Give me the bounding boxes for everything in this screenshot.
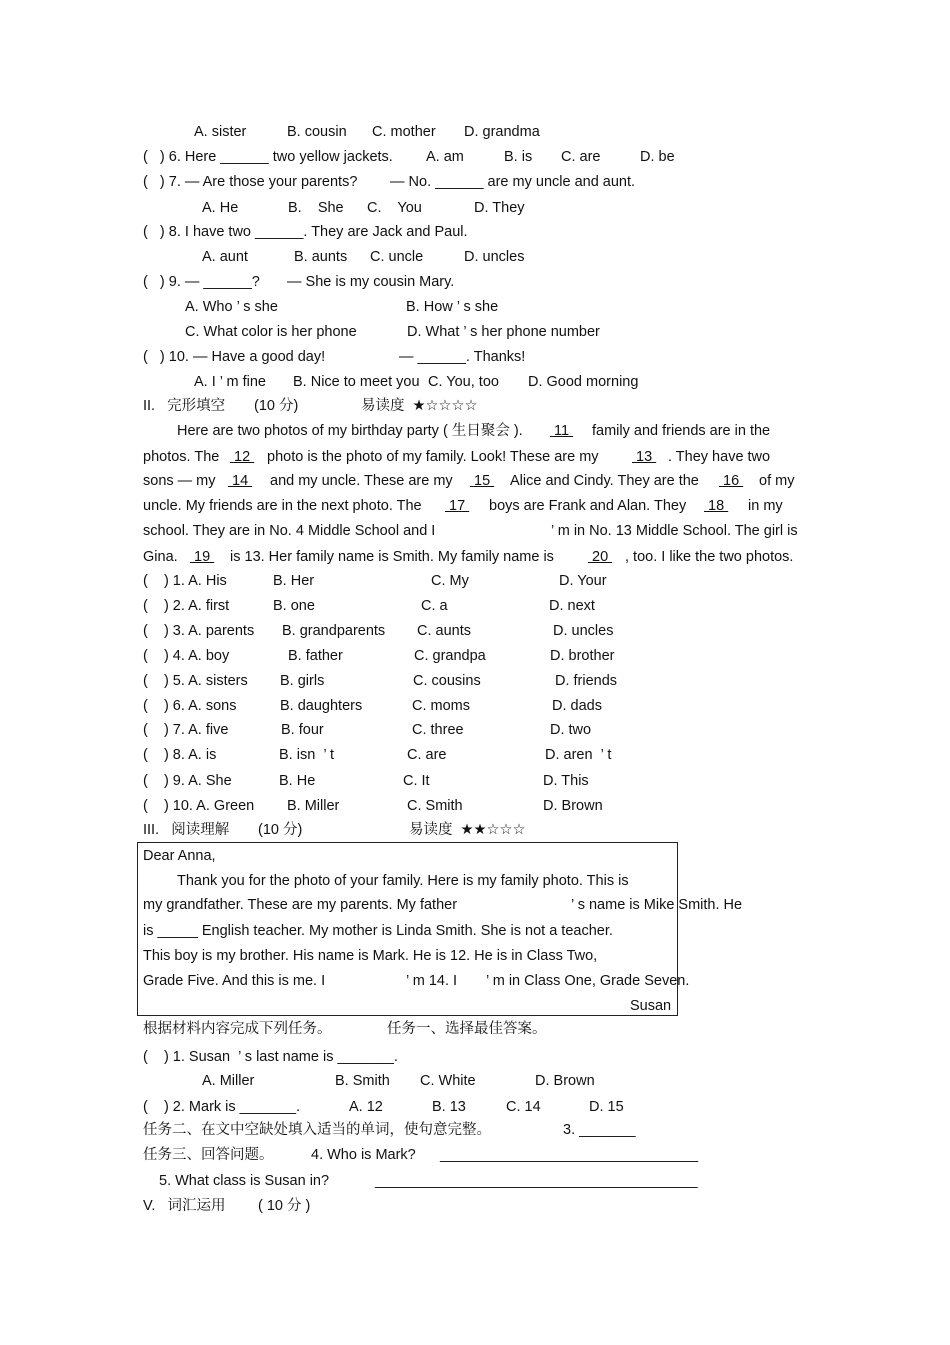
q9-option-b: B. How ’ s she <box>406 299 499 315</box>
task-2-label: 任务二、在文中空缺处填入适当的单词，使句意完整。 <box>143 1122 491 1138</box>
reading-q3: 3. _______ <box>563 1122 636 1138</box>
q10-answer: — ______. Thanks! <box>399 349 526 365</box>
q8-option-b: B. aunts <box>294 249 348 265</box>
reading-q4: 4. Who is Mark? <box>311 1147 416 1163</box>
letter-signature: Susan <box>630 998 672 1014</box>
cloze-q1-b: B. Her <box>273 573 315 589</box>
passage-text: in my <box>748 498 783 514</box>
cloze-q10-b: B. Miller <box>287 798 340 814</box>
letter-text: my grandfather. These are my parents. My father <box>143 897 458 913</box>
cloze-q6-d: D. dads <box>552 698 602 714</box>
blank-19: 19 <box>190 549 215 565</box>
q8-stem: ( ) 8. I have two ______. They are Jack and Paul. <box>143 224 468 240</box>
blank-14: 14 <box>228 473 253 489</box>
task-instructions: 根据材料内容完成下列任务。 <box>143 1021 332 1037</box>
passage-text: is 13. Her family name is Smith. My family name is <box>230 549 554 565</box>
passage-text: of my <box>759 473 795 489</box>
passage-text: sons — my <box>143 473 216 489</box>
q9-answer: — She is my cousin Mary. <box>287 274 455 290</box>
cloze-q5-c: C. cousins <box>413 673 481 689</box>
q5-option-c: C. mother <box>372 124 436 140</box>
cloze-q4-d: D. brother <box>550 648 615 664</box>
q5-option-b: B. cousin <box>287 124 347 140</box>
cloze-q8-c: C. are <box>407 747 447 763</box>
cloze-q1-c: C. My <box>431 573 469 589</box>
cloze-q9-b: B. He <box>279 773 316 789</box>
cloze-q2-d: D. next <box>549 598 595 614</box>
q6-option-d: D. be <box>640 149 675 165</box>
blank-15: 15 <box>470 473 495 489</box>
q7-option-d: D. They <box>474 200 525 216</box>
passage-text: Alice and Cindy. They are the <box>510 473 699 489</box>
cloze-q7-b: B. four <box>281 722 324 738</box>
passage-text: . They have two <box>668 449 771 465</box>
cloze-q3: ( ) 3. A. parents <box>143 623 255 639</box>
q8-option-d: D. uncles <box>464 249 525 265</box>
q7-option-b: B. She <box>288 200 344 216</box>
cloze-q7: ( ) 7. A. five <box>143 722 229 738</box>
blank-12: 12 <box>230 449 255 465</box>
reading-q2-c: C. 14 <box>506 1099 541 1115</box>
q8-option-c: C. uncle <box>370 249 424 265</box>
q8-option-a: A. aunt <box>202 249 248 265</box>
q10-stem: ( ) 10. — Have a good day! <box>143 349 326 365</box>
letter-text: Thank you for the photo of your family. Here is my family photo. This is <box>177 873 629 889</box>
passage-text: photo is the photo of my family. Look! These are my <box>267 449 599 465</box>
reading-q2: ( ) 2. Mark is _______. <box>143 1099 301 1115</box>
q10-option-d: D. Good morning <box>528 374 639 390</box>
cloze-q8: ( ) 8. A. is <box>143 747 217 763</box>
cloze-q7-d: D. two <box>550 722 592 738</box>
q9-option-c: C. What color is her phone <box>185 324 357 340</box>
section-5-heading: V. 词汇运用 <box>143 1198 226 1214</box>
letter-text: ’ s name is Mike Smith. He <box>571 897 743 913</box>
q7-answer: — No. ______ are my uncle and aunt. <box>390 174 636 190</box>
cloze-q3-b: B. grandparents <box>282 623 386 639</box>
passage-text: photos. The <box>143 449 220 465</box>
passage-text: and my uncle. These are my <box>270 473 453 489</box>
cloze-q5-d: D. friends <box>555 673 618 689</box>
letter-text: This boy is my brother. His name is Mark. He is 12. He is in Class Two, <box>143 948 598 964</box>
q5-option-d: D. grandma <box>464 124 540 140</box>
reading-q4-answer-line: ________________________________ <box>440 1147 699 1163</box>
q6-option-c: C. are <box>561 149 601 165</box>
passage-text: Gina. <box>143 549 178 565</box>
reading-q5: 5. What class is Susan in? <box>159 1173 330 1189</box>
q7-option-c: C. You <box>367 200 422 216</box>
passage-text: Here are two photos of my birthday party ( 生日聚会 ). <box>177 423 523 439</box>
letter-text: is _____ English teacher. My mother is Linda Smith. She is not a teacher. <box>143 923 613 939</box>
letter-text: ’ m 14. I <box>406 973 458 989</box>
passage-text: uncle. My friends are in the next photo. The <box>143 498 422 514</box>
section-3-difficulty: 易读度 ★★☆☆☆ <box>409 822 526 838</box>
q7-option-a: A. He <box>202 200 239 216</box>
cloze-q5-b: B. girls <box>280 673 325 689</box>
reading-q1-a: A. Miller <box>202 1073 255 1089</box>
reading-q2-b: B. 13 <box>432 1099 466 1115</box>
cloze-q6-c: C. moms <box>412 698 470 714</box>
q6-option-a: A. am <box>426 149 464 165</box>
blank-17: 17 <box>445 498 470 514</box>
cloze-q8-b: B. isn ’ t <box>279 747 335 763</box>
section-2-score: (10 分) <box>254 398 299 414</box>
blank-18: 18 <box>704 498 729 514</box>
q10-option-c: C. You, too <box>428 374 499 390</box>
q9-option-d: D. What ’ s her phone number <box>407 324 600 340</box>
blank-11: 11 <box>550 423 574 439</box>
reading-q2-d: D. 15 <box>589 1099 624 1115</box>
cloze-q3-d: D. uncles <box>553 623 614 639</box>
cloze-q2-c: C. a <box>421 598 448 614</box>
passage-text: ’ m in No. 13 Middle School. The girl is <box>551 523 798 539</box>
cloze-q1-d: D. Your <box>559 573 607 589</box>
section-5-score: ( 10 分 ) <box>258 1198 311 1214</box>
task-1-label: 任务一、选择最佳答案。 <box>387 1021 547 1037</box>
cloze-q9: ( ) 9. A. She <box>143 773 232 789</box>
cloze-q1: ( ) 1. A. His <box>143 573 227 589</box>
section-3-heading: III. 阅读理解 <box>143 822 230 838</box>
blank-13: 13 <box>632 449 657 465</box>
passage-text: school. They are in No. 4 Middle School and I <box>143 523 436 539</box>
q6-option-b: B. is <box>504 149 533 165</box>
cloze-q10: ( ) 10. A. Green <box>143 798 255 814</box>
cloze-q7-c: C. three <box>412 722 464 738</box>
q5-option-a: A. sister <box>194 124 247 140</box>
reading-q1-c: C. White <box>420 1073 476 1089</box>
cloze-q5: ( ) 5. A. sisters <box>143 673 248 689</box>
cloze-q4-b: B. father <box>288 648 343 664</box>
reading-q1-d: D. Brown <box>535 1073 595 1089</box>
q9-option-a: A. Who ’ s she <box>185 299 278 315</box>
q10-option-a: A. I ’ m fine <box>194 374 266 390</box>
q7-stem: ( ) 7. — Are those your parents? <box>143 174 358 190</box>
letter-text: Grade Five. And this is me. I <box>143 973 326 989</box>
section-3-score: (10 分) <box>258 822 303 838</box>
q10-option-b: B. Nice to meet you <box>293 374 420 390</box>
cloze-q6: ( ) 6. A. sons <box>143 698 237 714</box>
cloze-q2-b: B. one <box>273 598 315 614</box>
cloze-q2: ( ) 2. A. first <box>143 598 230 614</box>
q9-stem: ( ) 9. — ______? <box>143 274 260 290</box>
reading-q1-b: B. Smith <box>335 1073 390 1089</box>
cloze-q10-c: C. Smith <box>407 798 463 814</box>
letter-greeting: Dear Anna, <box>143 848 216 864</box>
cloze-q4-c: C. grandpa <box>414 648 486 664</box>
cloze-q9-c: C. It <box>403 773 430 789</box>
passage-text: , too. I like the two photos. <box>625 549 794 565</box>
cloze-q9-d: D. This <box>543 773 589 789</box>
cloze-q6-b: B. daughters <box>280 698 363 714</box>
cloze-q4: ( ) 4. A. boy <box>143 648 230 664</box>
section-2-heading: II. 完形填空 <box>143 398 226 414</box>
blank-20: 20 <box>588 549 613 565</box>
cloze-q3-c: C. aunts <box>417 623 471 639</box>
reading-q1: ( ) 1. Susan ’ s last name is _______. <box>143 1049 398 1065</box>
q6-stem: ( ) 6. Here ______ two yellow jackets. <box>143 149 393 165</box>
reading-q2-a: A. 12 <box>349 1099 383 1115</box>
task-3-label: 任务三、回答问题。 <box>143 1147 274 1163</box>
passage-text: family and friends are in the <box>592 423 771 439</box>
reading-q5-answer-line: ________________________________________ <box>375 1173 698 1189</box>
blank-16: 16 <box>719 473 744 489</box>
passage-text: boys are Frank and Alan. They <box>489 498 687 514</box>
letter-text: ’ m in Class One, Grade Seven. <box>486 973 690 989</box>
section-2-difficulty: 易读度 ★☆☆☆☆ <box>361 398 478 414</box>
cloze-q10-d: D. Brown <box>543 798 603 814</box>
cloze-q8-d: D. aren ’ t <box>545 747 612 763</box>
